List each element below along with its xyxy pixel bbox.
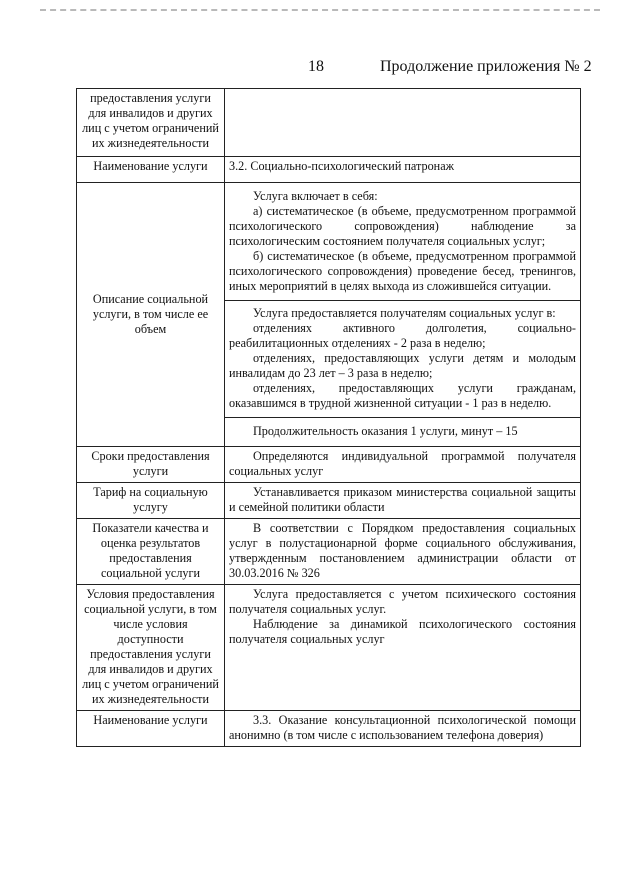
duration-text: Продолжительность оказания 1 услуги, минут – 15 [253,424,518,438]
row-value: Определяются индивидуальной программой получателя социальных услуг [225,447,581,483]
row-value: Устанавливается приказом министерства социальной защиты и семейной политики области [225,483,581,519]
description-item-b: б) систематическое (в объеме, предусмотренном программой психологического сопровождения) проведение бесед, тренингов, иных мероприятий в целях выхода из сложившейся ситуации. [229,249,576,293]
description-intro: Услуга включает в себя: [253,189,378,203]
frequency-item: отделениях активного долголетия, социально-реабилитационных отделениях - 2 раза в неделю; [229,321,576,350]
row-value: В соответствии с Порядком предоставления социальных услуг в полустационарной форме социального обслуживания, утвержденным постановлением администрации области от 30.03.2016 № 326 [225,519,581,585]
conditions-text: Наблюдение за динамикой психологического состояния получателя социальных услуг [229,617,576,646]
scan-edge-line [40,9,600,11]
service-table [76,88,581,747]
row-label: Наименование услуги [77,711,225,747]
row-label: Показатели качества и оценка результатов предоставления социальной услуги [77,519,225,585]
service-name: 3.3. Оказание консультационной психологической помощи анонимно (в том числе с использованием телефона доверия) [225,711,581,747]
page-header [0,58,640,82]
conditions-value [225,585,581,711]
appendix-caption: Продолжение приложения № 2 [380,58,592,75]
frequency-intro: Услуга предоставляется получателям социальных услуг в: [253,306,556,320]
frequency-item: отделениях, предоставляющих услуги гражданам, оказавшимся в трудной жизненной ситуации - 1 раз в неделю. [229,381,576,410]
duration-block [225,417,580,443]
table-row [77,447,581,483]
row-label: Сроки предоставления услуги [77,447,225,483]
row-value-empty [225,89,581,157]
row-label: Описание социальной услуги, в том числе ее объем [77,183,225,447]
row-label: Тариф на социальную услугу [77,483,225,519]
table-row [77,183,581,447]
conditions-text: Услуга предоставляется с учетом психического состояния получателя социальных услуг. [229,587,576,616]
row-label: предоставления услуги для инвалидов и других лиц с учетом ограничений их жизнедеятельности [77,89,225,157]
row-label: Условия предоставления социальной услуги, в том числе условия доступности предоставления услуги для инвалидов и других лиц с учетом ограничений их жизнедеятельности [77,585,225,711]
table-row [77,157,581,183]
description-item-a: а) систематическое (в объеме, предусмотренном программой психологического сопровождения) наблюдение за психологическим состоянием получателя социальных услуг; [229,204,576,248]
table-row [77,483,581,519]
row-label: Наименование услуги [77,157,225,183]
table-row [77,519,581,585]
table-row [77,585,581,711]
table-row [77,711,581,747]
service-description [225,183,581,447]
page-number: 18 [308,58,324,75]
table-row [77,89,581,157]
frequency-block [225,300,580,411]
frequency-item: отделениях, предоставляющих услуги детям и молодым инвалидам до 23 лет – 3 раза в неделю; [229,351,576,380]
service-name: 3.2. Социально-психологический патронаж [225,157,581,183]
